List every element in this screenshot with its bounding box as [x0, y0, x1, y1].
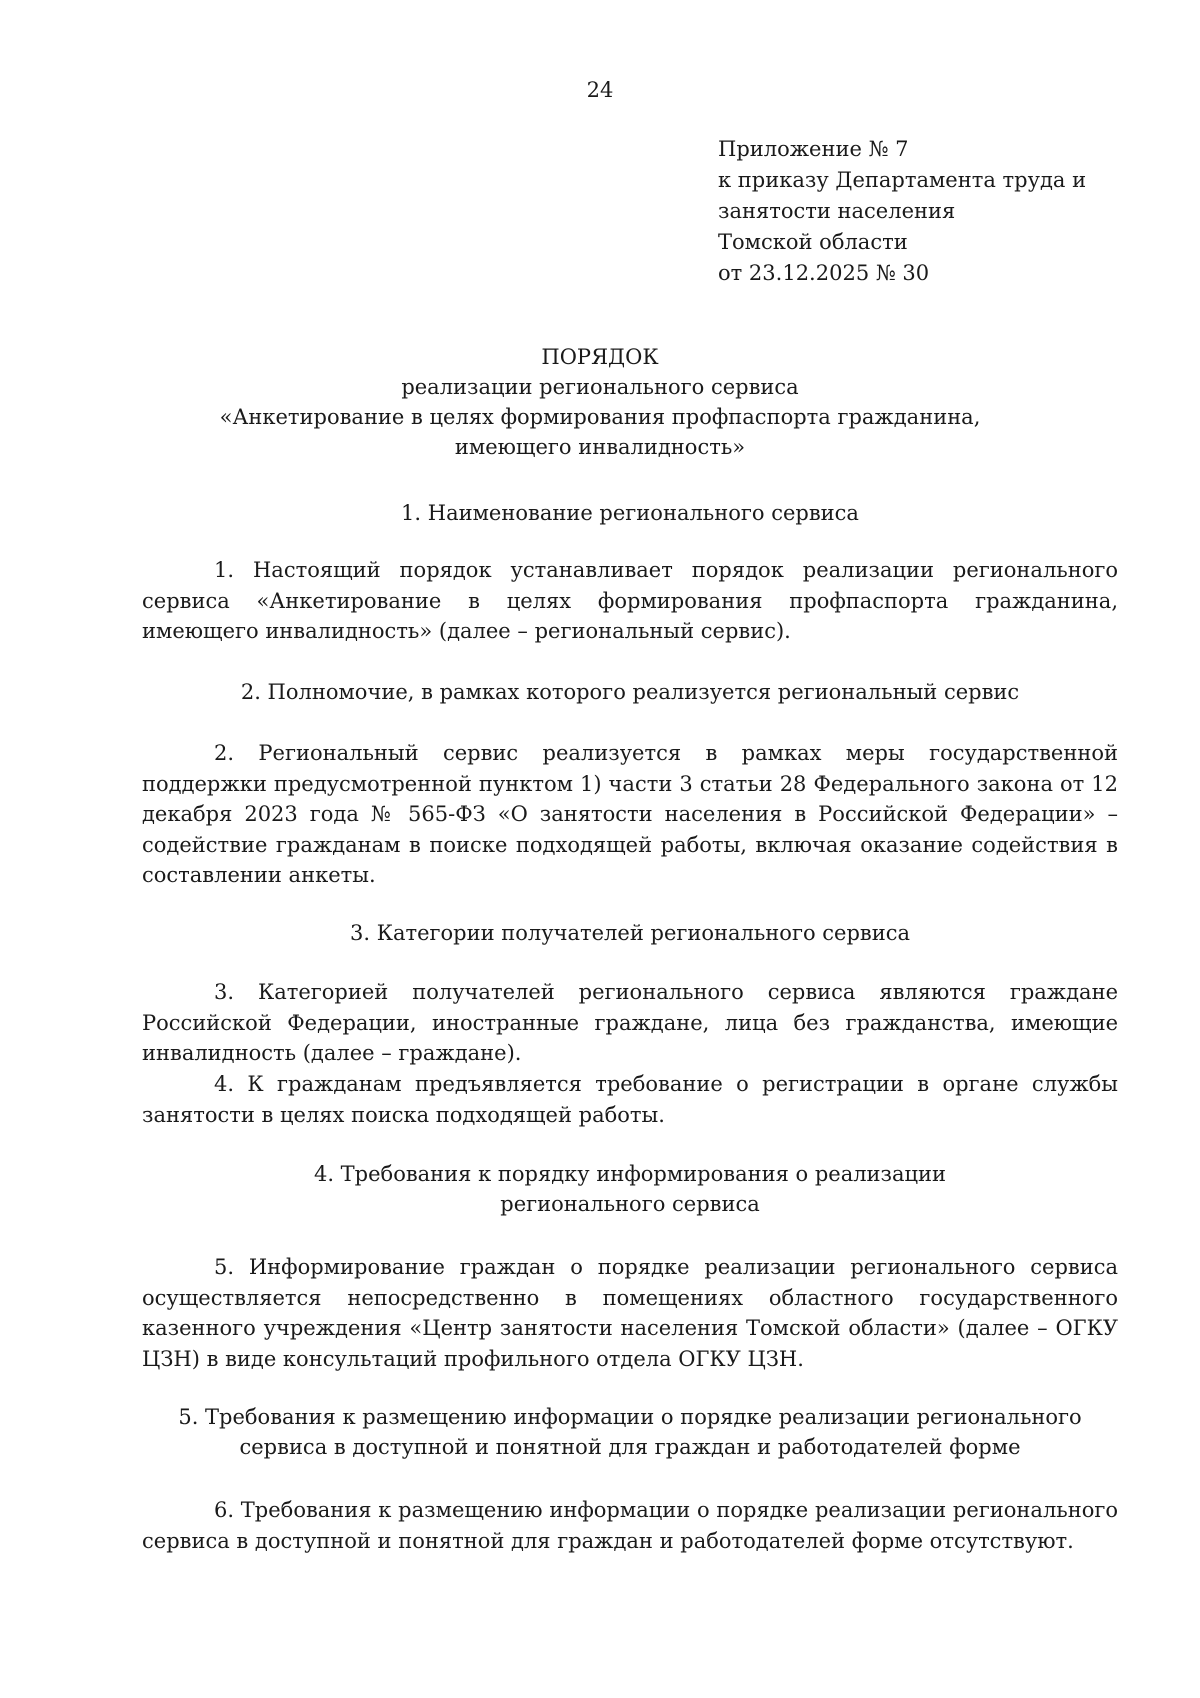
paragraph-5: 5. Информирование граждан о порядке реализации регионального сервиса осуществляется непосредственно в помещениях областного государственного казенного учреждения «Центр занятости населения Томской области» (далее – ОГКУ ЦЗН) в виде консультаций профильного отдела ОГКУ ЦЗН. — [142, 1255, 1118, 1371]
appendix-line-4: Томской области — [718, 230, 908, 254]
paragraph-4: 4. К гражданам предъявляется требование о регистрации в органе службы занятости в целях поиска подходящей работы. — [142, 1072, 1118, 1127]
paragraph-6: 6. Требования к размещению информации о порядке реализации регионального сервиса в доступной и понятной для граждан и работодателей форме отсутствуют. — [142, 1498, 1118, 1553]
paragraph-1: 1. Настоящий порядок устанавливает порядок реализации регионального сервиса «Анкетирование в целях формирования профпаспорта гражданина, имеющего инвалидность» (далее – региональный сервис). — [142, 558, 1118, 643]
appendix-reference — [718, 134, 1158, 289]
section-4-heading — [142, 1159, 1118, 1219]
appendix-line-2: к приказу Департамента труда и — [718, 168, 1087, 192]
section-4-heading-line-2: регионального сервиса — [500, 1192, 760, 1216]
section-5-heading-line-1: 5. Требования к размещению информации о порядке реализации регионального — [178, 1405, 1082, 1429]
section-1-heading: 1. Наименование регионального сервиса — [401, 501, 859, 525]
section-2-heading: 2. Полномочие, в рамках которого реализуется региональный сервис — [240, 680, 1020, 704]
paragraph-2: 2. Региональный сервис реализуется в рамках меры государственной поддержки предусмотренной пунктом 1) части 3 статьи 28 Федерального закона от 12 декабря 2023 года № 565-ФЗ «О занятости населения в Российской Федерации» – содействие гражданам в поиске подходящей работы, включая оказание содействия в составлении анкеты. — [142, 741, 1118, 887]
title-main: ПОРЯДОК — [541, 345, 659, 369]
page-number: 24 — [586, 78, 614, 102]
appendix-line-3: занятости населения — [718, 199, 956, 223]
paragraph-3: 3. Категорией получателей регионального сервиса являются граждане Российской Федерации, иностранные граждане, лица без гражданства, имеющие инвалидность (далее – граждане). — [142, 980, 1118, 1065]
document-title — [100, 342, 1100, 462]
section-4-heading-line-1: 4. Требования к порядку информирования о реализации — [313, 1162, 947, 1186]
title-line-3: «Анкетирование в целях формирования профпаспорта гражданина, — [219, 405, 981, 429]
title-line-4: имеющего инвалидность» — [454, 435, 746, 459]
section-5-heading — [142, 1402, 1118, 1462]
section-3-heading: 3. Категории получателей регионального сервиса — [349, 921, 910, 945]
appendix-line-1: Приложение № 7 — [718, 137, 909, 161]
section-5-heading-line-2: сервиса в доступной и понятной для граждан и работодателей форме — [239, 1435, 1021, 1459]
appendix-line-5: от 23.12.2025 № 30 — [718, 261, 930, 285]
title-line-2: реализации регионального сервиса — [401, 375, 799, 399]
